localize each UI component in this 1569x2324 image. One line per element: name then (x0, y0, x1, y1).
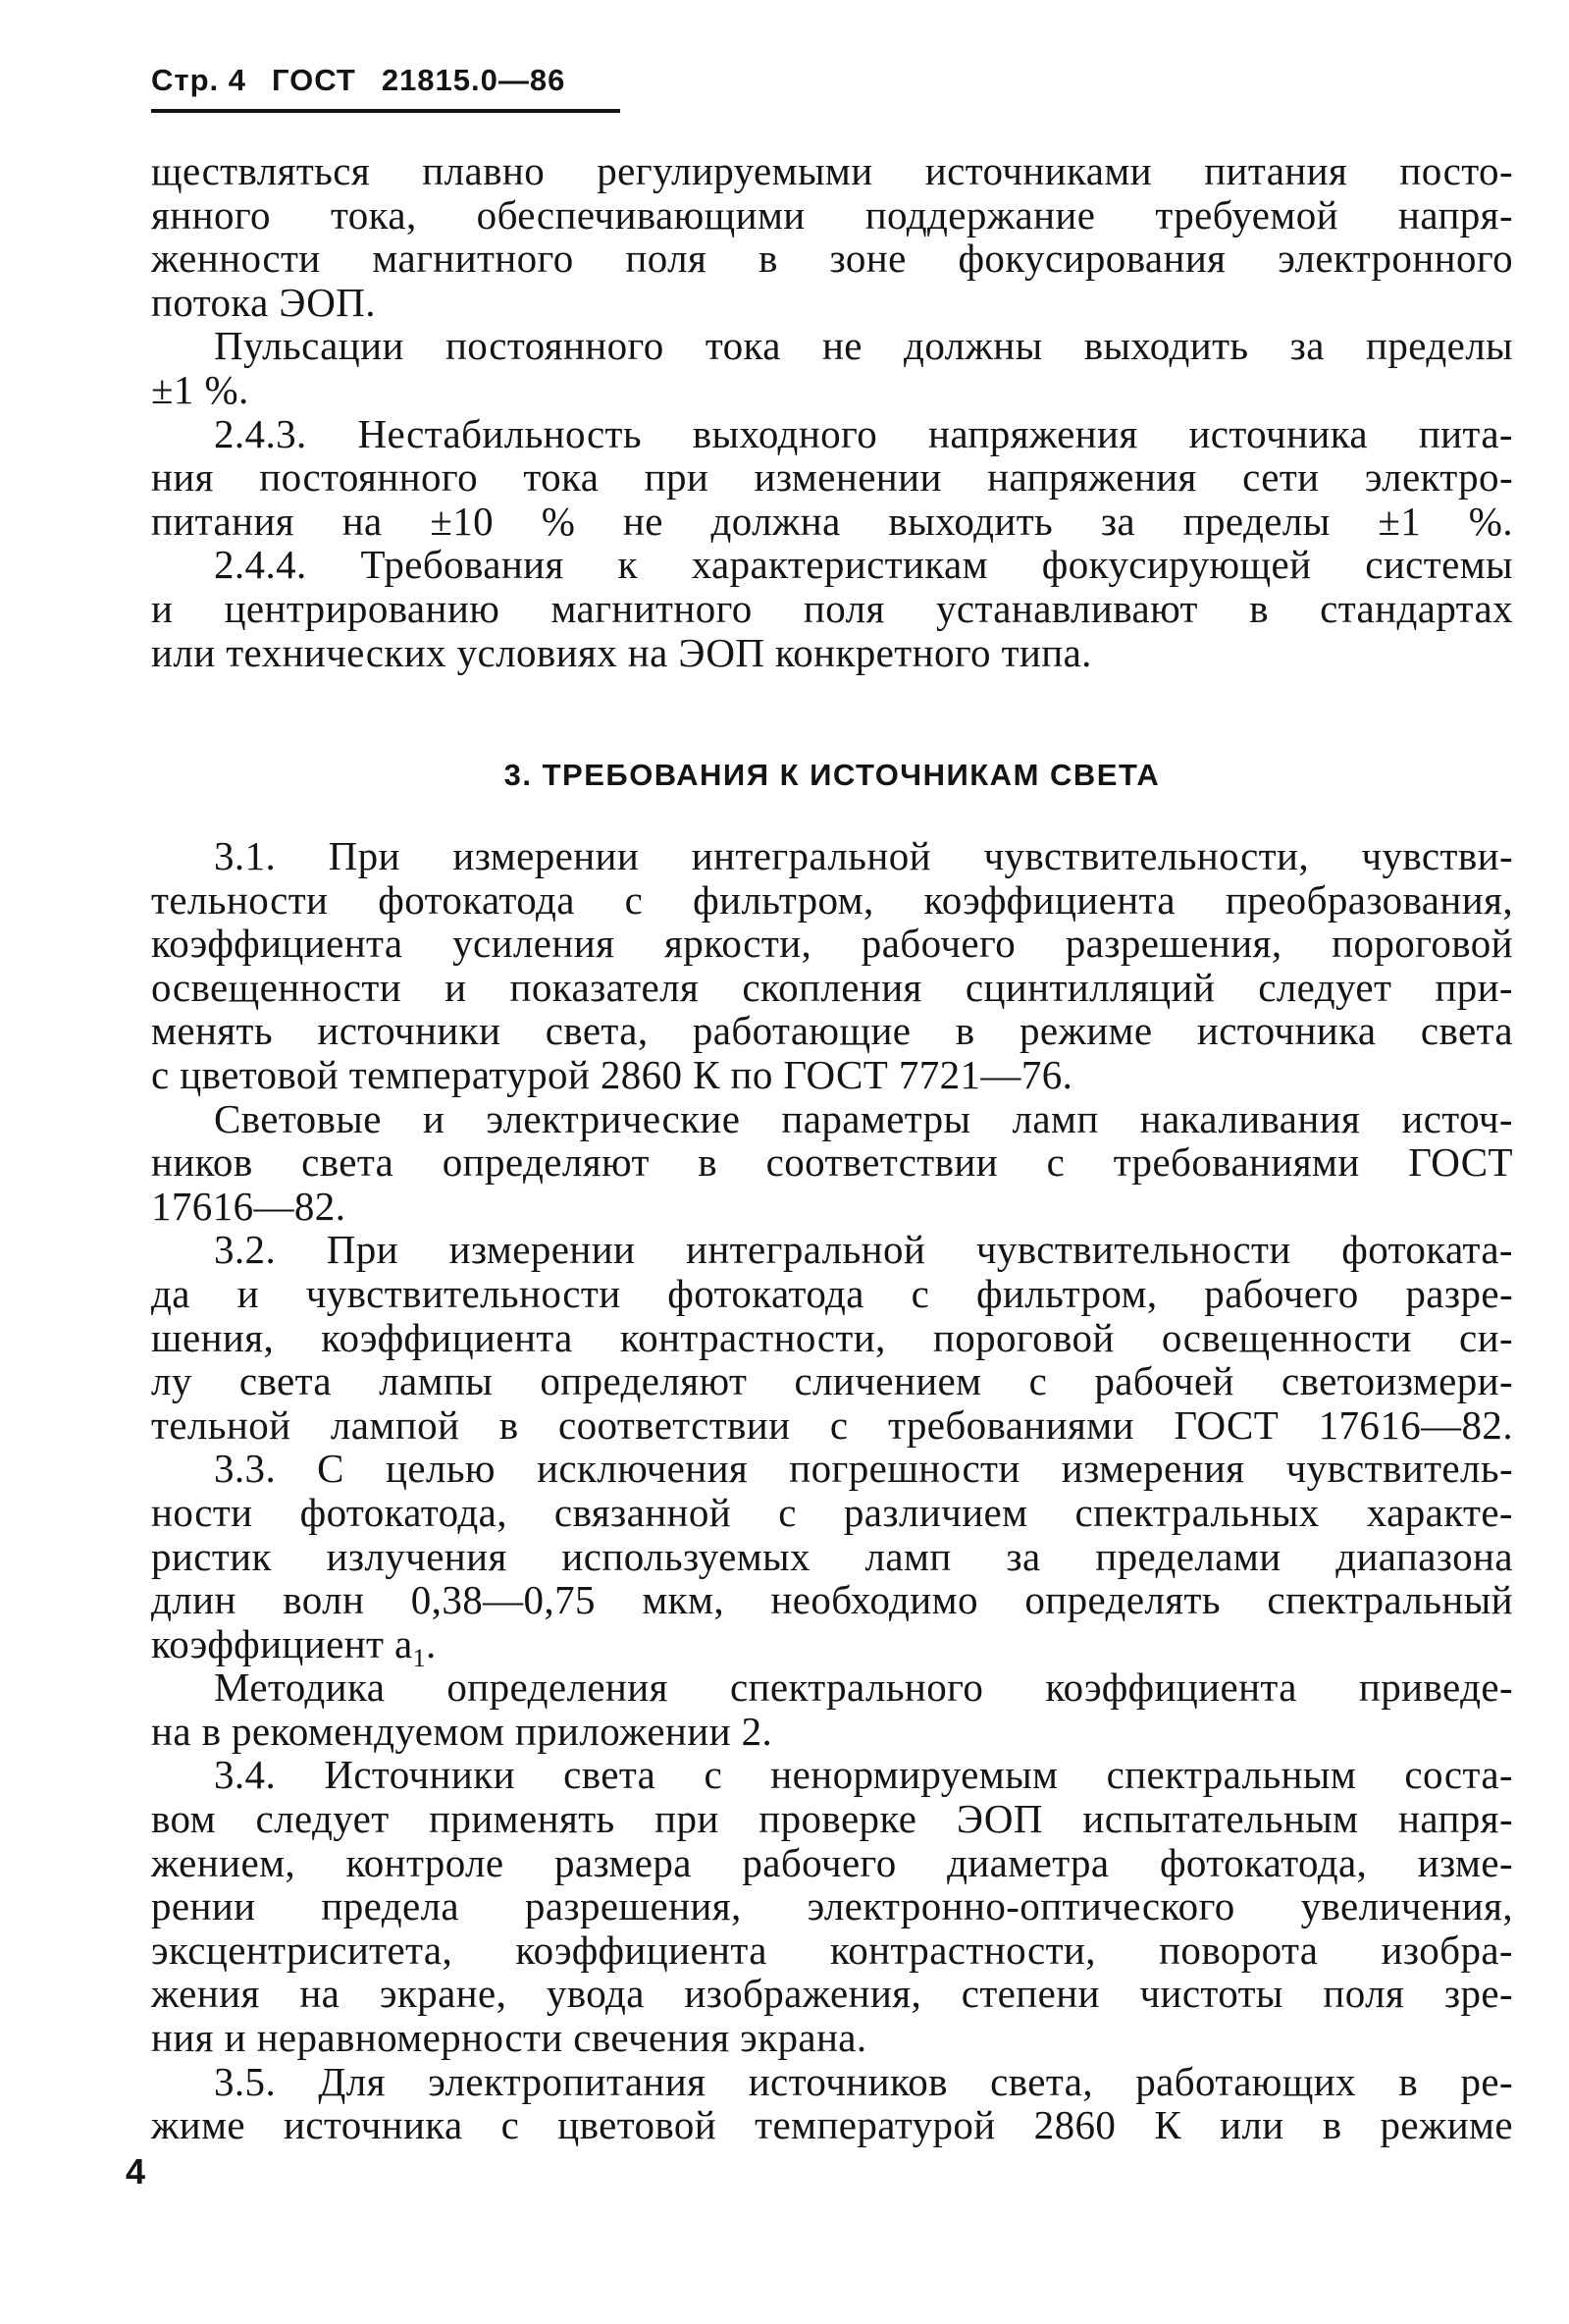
text-line: женности магнитного поля в зоне фокусирования электронного (151, 236, 1513, 282)
text-line: вом следует применять при проверке ЭОП испытательным напря- (151, 1796, 1513, 1842)
text-line: тельности фотокатода с фильтром, коэффициента преобразования, (151, 876, 1513, 923)
text-line: лу света лампы определяют сличением с рабочей светоизмери- (151, 1358, 1513, 1404)
text-line: и центрированию магнитного поля устанавливают в стандартах (151, 585, 1513, 631)
text-line: 3.5. Для электропитания источников света, работающих в ре- (214, 2058, 1513, 2104)
text-line: да и чувствительности фотокатода с фильтром, рабочего разре- (151, 1270, 1513, 1316)
text-line: длин волн 0,38—0,75 мкм, необходимо определять спектральный (151, 1577, 1513, 1623)
page-label: Стр. 4 (151, 63, 246, 97)
text-line: ников света определяют в соответствии с требованиями ГОСТ (151, 1139, 1513, 1186)
text-line: менять источники света, работающие в режиме источника света (151, 1008, 1513, 1054)
text-line: Пульсации постоянного тока не должны выходить за пределы (214, 323, 1513, 369)
running-header (151, 63, 618, 112)
text-block-section-3 (151, 834, 1513, 2147)
text-line: потока ЭОП. (151, 279, 376, 325)
text-block-section-2 (151, 149, 1513, 674)
text-line: 2.4.3. Нестабильность выходного напряжения источника пита- (214, 410, 1513, 456)
text-line-coefficient (151, 1620, 1513, 1672)
text-line: рении предела разрешения, электронно-оптического увеличения, (151, 1883, 1513, 1929)
coefficient-period: . (426, 1620, 437, 1666)
text-line: ристик излучения используемых ламп за пределами диапазона (151, 1533, 1513, 1579)
text-line: 3.1. При измерении интегральной чувствительности, чувстви- (214, 833, 1513, 878)
text-line: шения, коэффициента контрастности, пороговой освещенности си- (151, 1314, 1513, 1360)
text-line: жением, контроле размера рабочего диаметра фотокатода, изме- (151, 1839, 1513, 1885)
text-line: 17616—82. (151, 1183, 346, 1229)
text-line: ния и неравномерности свечения экрана. (151, 2015, 867, 2061)
text-line: янного тока, обеспечивающими поддержание требуемой напря- (151, 191, 1513, 238)
text-line: ности фотокатода, связанной с различием спектральных характе- (151, 1489, 1513, 1535)
section-heading: 3. ТРЕБОВАНИЯ К ИСТОЧНИКАМ СВЕТА (503, 758, 1161, 792)
header-rule (151, 109, 620, 113)
text-line: ния постоянного тока при изменении напряжения сети электро- (151, 454, 1513, 501)
text-line: 2.4.4. Требования к характеристикам фокусирующей системы (214, 542, 1513, 588)
text-line: с цветовой температурой 2860 К по ГОСТ 7721—76. (151, 1051, 1073, 1097)
text-line: ществляться плавно регулируемыми источниками питания посто- (151, 148, 1513, 193)
text-line: освещенности и показателя скопления сцинтилляций следует при- (151, 964, 1513, 1010)
text-line: 3.3. С целью исключения погрешности измерения чувствитель- (214, 1446, 1513, 1492)
text-line: коэффициента усиления яркости, рабочего разрешения, пороговой (151, 921, 1513, 967)
text-line: 3.4. Источники света с ненормируемым спектральным соста- (214, 1752, 1513, 1798)
standard-label: ГОСТ (271, 63, 356, 97)
text-line: Методика определения спектрального коэффициента приведе- (214, 1664, 1513, 1711)
text-line: питания на ±10 % не должна выходить за пределы ±1 %. (151, 498, 1513, 544)
text-line: ±1 %. (151, 366, 249, 412)
standard-number: 21815.0—86 (381, 63, 566, 97)
text-line: тельной лампой в соответствии с требованиями ГОСТ 17616—82. (151, 1401, 1513, 1448)
text-line: жения на экране, увода изображения, степени чистоты поля зре- (151, 1971, 1513, 2017)
text-line: жиме источника с цветовой температурой 2860 К или в режиме (151, 2102, 1513, 2148)
text-line: эксцентриситета, коэффициента контрастности, поворота изобра- (151, 1927, 1513, 1973)
coefficient-text: коэффициент a (151, 1620, 413, 1666)
text-line: или технических условиях на ЭОП конкретного типа. (151, 629, 1092, 675)
text-line: 3.2. При измерении интегральной чувствительности фотоката- (214, 1227, 1513, 1273)
text-line: на в рекомендуемом приложении 2. (151, 1708, 773, 1754)
page-number: 4 (126, 2151, 146, 2192)
text-line: Световые и электрические параметры ламп накаливания источ- (214, 1095, 1513, 1141)
coefficient-subscript: 1 (412, 1643, 427, 1672)
